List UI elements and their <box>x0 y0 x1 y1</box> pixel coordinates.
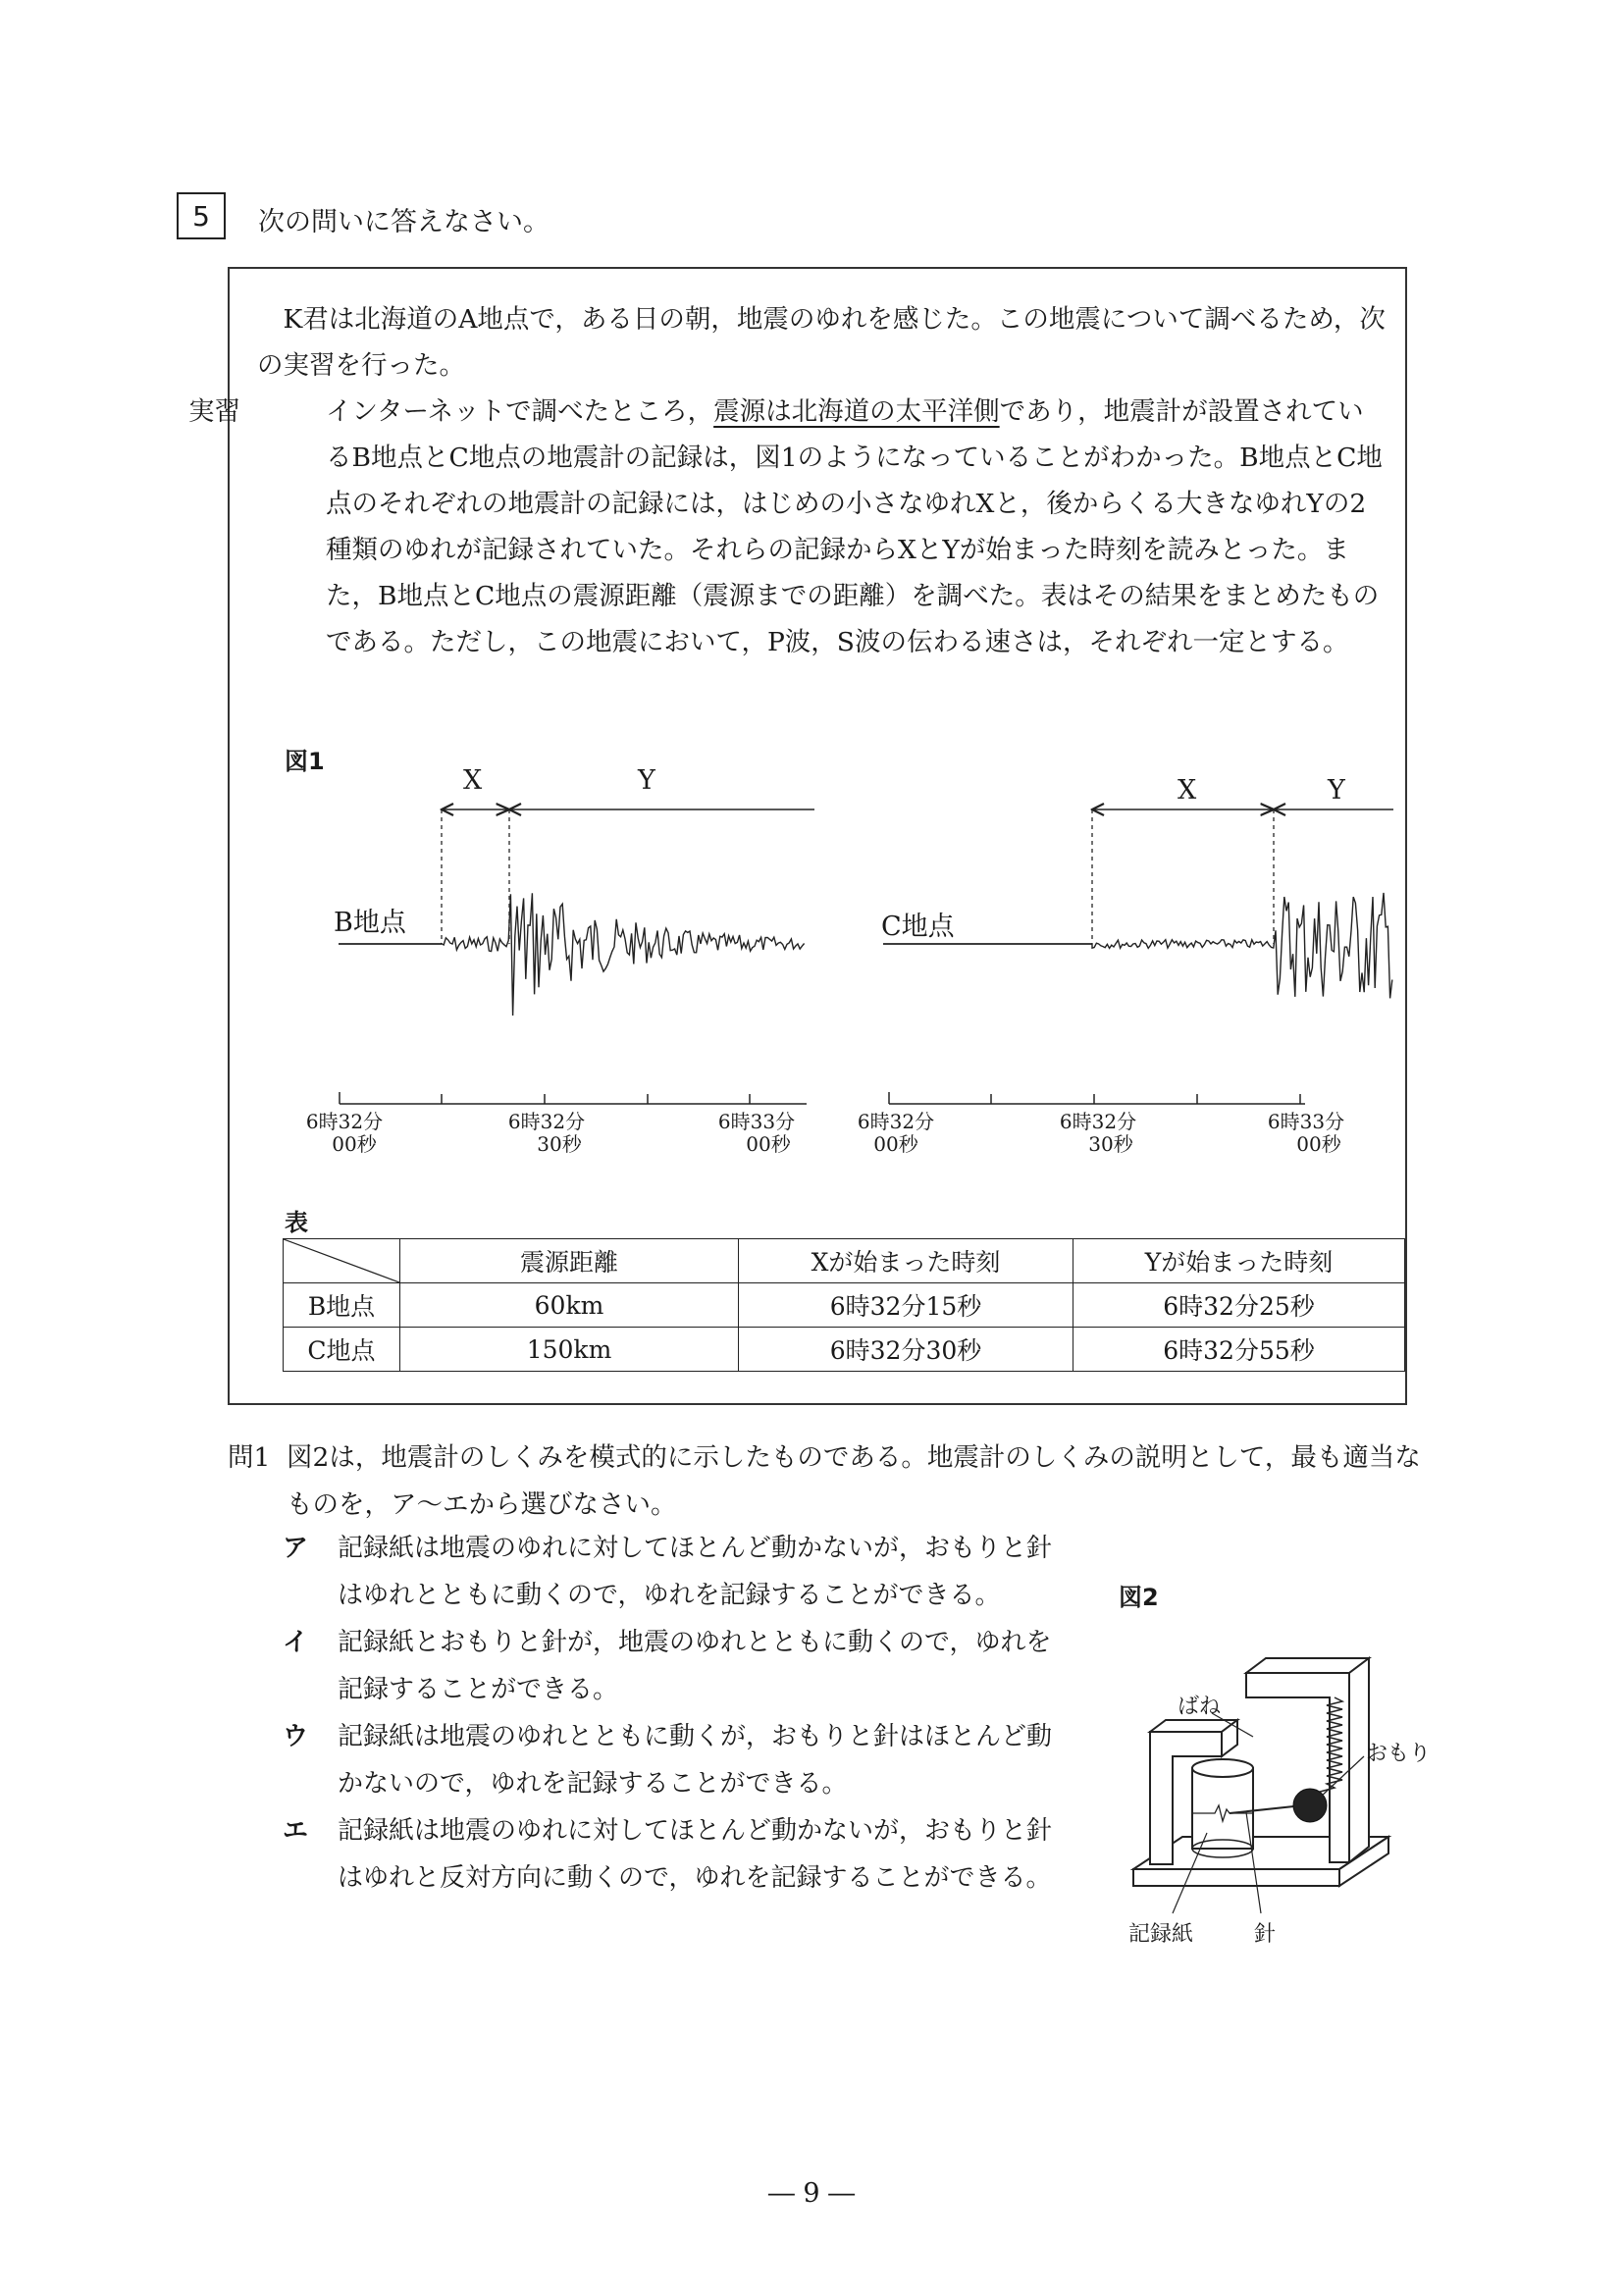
intro-paragraph: K君は北海道のA地点で，ある日の朝，地震のゆれを感じた。この地震について調べるため，次の実習を行った。 <box>257 304 1386 381</box>
b-x-label: X <box>463 765 483 796</box>
table-label: 表 <box>285 1209 308 1236</box>
header-y-start: Yが始まった時刻 <box>1073 1239 1405 1283</box>
spring-label: ばね <box>1178 1695 1222 1719</box>
c-tick-1 <box>1054 1111 1142 1156</box>
choice-i-text: 記録紙とおもりと針が，地震のゆれとともに動くので，ゆれを記録することができる。 <box>338 1628 1052 1704</box>
b-time-axis <box>340 1092 807 1104</box>
practice-paragraph <box>188 389 1386 665</box>
choice-e-mark: エ <box>283 1816 309 1846</box>
paper-label: 記録紙 <box>1128 1922 1194 1947</box>
choice-a-text: 記録紙は地震のゆれに対してほとんど動かないが，おもりと針はゆれとともに動くので，ゆれを記録することができる。 <box>338 1534 1053 1610</box>
figure2-seismometer-diagram <box>1128 1619 1452 1953</box>
b-tick-2-line1: 6時33分 <box>717 1110 796 1133</box>
page-number: ― 9 ― <box>767 2178 856 2209</box>
b-waveform <box>442 893 805 1016</box>
station-b-label: B地点 <box>334 908 406 938</box>
question-number-box <box>177 192 226 239</box>
c-tick-1-line2: 30秒 <box>1088 1132 1133 1156</box>
row-distance: 150km <box>400 1328 739 1372</box>
right-frame <box>1246 1673 1349 1862</box>
c-time-axis <box>889 1092 1305 1104</box>
table-row <box>284 1283 1405 1328</box>
choice-e[interactable] <box>283 1807 1068 1902</box>
table-row <box>284 1328 1405 1372</box>
practice-text-after: であり，地震計が設置されているB地点とC地点の地震計の記録は，図1のようになっていることがわかった。B地点とC地点のそれぞれの地震計の記録には，はじめの小さなゆれXと，後からくる大きなゆれYの2種類のゆれが記録されていた。それらの記録からXとYが始まった時刻を読みとった。また，B地点とC地点の震源距離（震源までの距離）を調べた。表はその結果をまとめたものである。ただし，この地震において，P波，S波の伝わる速さは，それぞれ一定とする。 <box>326 396 1383 657</box>
question-title: 次の問いに答えなさい。 <box>258 207 550 237</box>
c-x-label: X <box>1178 775 1197 806</box>
header-distance: 震源距離 <box>400 1239 739 1283</box>
c-tick-2-line2: 00秒 <box>1296 1132 1341 1156</box>
c-tick-0-line1: 6時32分 <box>857 1110 935 1133</box>
right-frame-top <box>1246 1658 1369 1673</box>
question1-text: 図2は，地震計のしくみを模式的に示したものである。地震計のしくみの説明として，最も適当なものを，ア～エから選びなさい。 <box>287 1442 1421 1520</box>
row-y-start: 6時32分55秒 <box>1073 1328 1405 1372</box>
figure1-label: 図1 <box>285 748 325 775</box>
question1 <box>228 1435 1444 1529</box>
choice-e-text: 記録紙は地震のゆれに対してほとんど動かないが，おもりと針はゆれと反対方向に動くので，ゆれを記録することができる。 <box>338 1816 1053 1893</box>
table-header-row <box>284 1239 1405 1283</box>
b-tick-1 <box>502 1111 591 1156</box>
question-number: 5 <box>192 199 210 233</box>
station-c-seismogram <box>883 809 1393 998</box>
weight-label: おもり <box>1366 1742 1432 1766</box>
station-b-seismogram <box>339 809 814 1016</box>
table-corner-cell <box>284 1239 400 1283</box>
figure2-label: 図2 <box>1119 1584 1159 1611</box>
weight <box>1293 1789 1327 1822</box>
b-tick-2-line2: 00秒 <box>746 1132 791 1156</box>
recording-drum <box>1192 1768 1253 1849</box>
b-tick-1-line1: 6時32分 <box>507 1110 586 1133</box>
corner-diagonal <box>284 1239 399 1282</box>
c-tick-2-line1: 6時33分 <box>1267 1110 1345 1133</box>
station-c-label: C地点 <box>881 912 955 942</box>
row-station: B地点 <box>284 1283 400 1328</box>
b-tick-0-line1: 6時32分 <box>305 1110 384 1133</box>
c-tick-0-line2: 00秒 <box>873 1132 918 1156</box>
base-plate-front <box>1133 1869 1339 1886</box>
row-x-start: 6時32分30秒 <box>739 1328 1073 1372</box>
figure1-seismograms <box>294 765 1403 1089</box>
intro-text <box>188 296 1386 665</box>
b-tick-1-line2: 30秒 <box>537 1132 582 1156</box>
choice-u-text: 記録紙は地震のゆれとともに動くが，おもりと針はほとんど動かないので，ゆれを記録することができる。 <box>338 1722 1053 1799</box>
c-y-label: Y <box>1328 775 1345 806</box>
choice-i-mark: イ <box>283 1628 309 1657</box>
c-waveform <box>1092 893 1392 999</box>
row-distance: 60km <box>400 1283 739 1328</box>
choices-list <box>283 1525 1068 1902</box>
choice-u[interactable] <box>283 1713 1068 1807</box>
c-tick-1-line1: 6時32分 <box>1059 1110 1137 1133</box>
practice-text-before: インターネットで調べたところ， <box>326 396 714 427</box>
c-tick-0 <box>852 1111 940 1156</box>
c-tick-2 <box>1262 1111 1350 1156</box>
b-tick-0-line2: 00秒 <box>332 1132 377 1156</box>
choice-a-mark: ア <box>283 1534 309 1563</box>
row-y-start: 6時32分25秒 <box>1073 1283 1405 1328</box>
choice-i[interactable] <box>283 1619 1068 1713</box>
choice-u-mark: ウ <box>283 1722 309 1751</box>
row-x-start: 6時32分15秒 <box>739 1283 1073 1328</box>
b-y-label: Y <box>638 765 655 796</box>
drum-top <box>1192 1759 1253 1777</box>
practice-text-underlined: 震源は北海道の太平洋側 <box>713 396 1000 427</box>
row-station: C地点 <box>284 1328 400 1372</box>
b-tick-0 <box>300 1111 389 1156</box>
practice-label: 実習 <box>188 396 240 427</box>
choice-a[interactable] <box>283 1525 1068 1619</box>
data-table <box>283 1238 1405 1372</box>
header-x-start: Xが始まった時刻 <box>739 1239 1073 1283</box>
question1-label: 問1 <box>228 1442 271 1473</box>
question1-text-block <box>228 1435 1444 1529</box>
needle-label: 針 <box>1254 1922 1277 1947</box>
b-tick-2 <box>712 1111 801 1156</box>
